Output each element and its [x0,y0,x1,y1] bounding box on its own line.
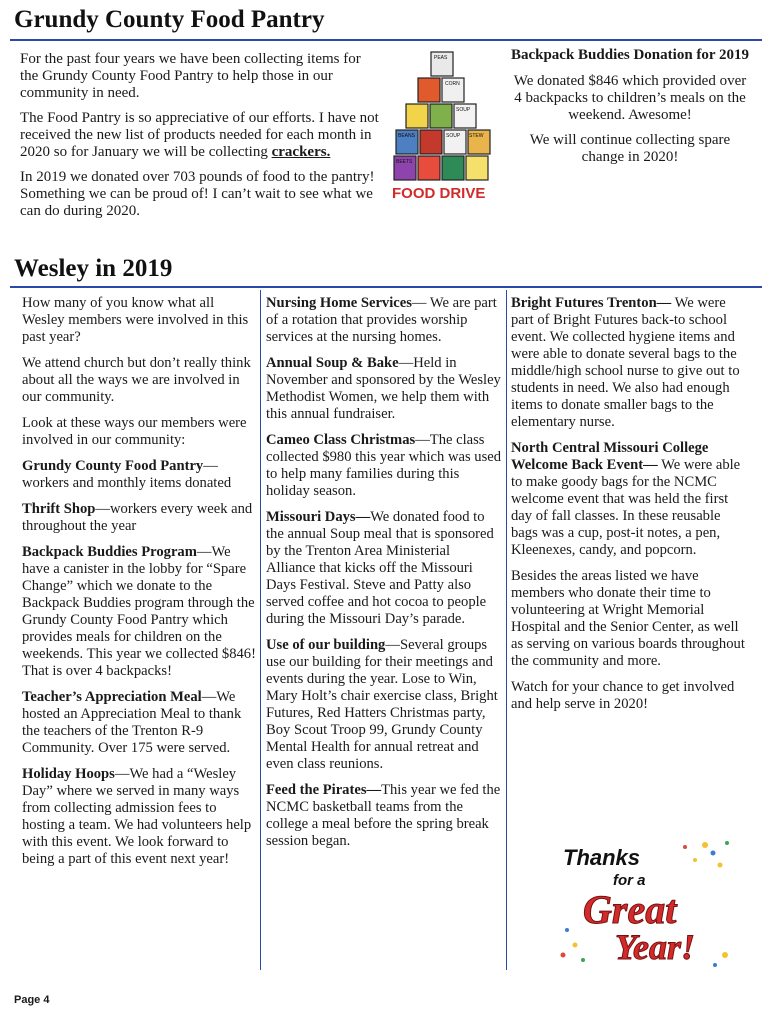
intro-paragraph: We attend church but don’t really think about all the ways we are involved in our community. [22,355,251,405]
pantry-paragraph: For the past four years we have been collecting items for the Grundy County Food Pantry to help those in our community in need. [20,51,361,101]
column-2 [266,295,502,859]
page-number: Page 4 [14,994,50,1006]
activity-item: Nursing Home Services— We are part of a rotation that provides worship services at the nursing homes. [266,295,497,345]
can-label: PEAS [434,55,448,61]
can-label: CORN [445,81,460,87]
food-drive-illustration [390,48,500,208]
activity-item: Grundy County Food Pantry—workers and monthly items donated [22,458,232,491]
column-divider [506,290,507,970]
closing-paragraph: Besides the areas listed we have members who donate their time to volunteering at Wright Memorial Hospital and the Senior Center, as well as serving on various boards throughout the community and more. [511,568,745,669]
column-3 [511,295,747,722]
can-label: SOUP [456,107,471,113]
column-divider [260,290,261,970]
pantry-paragraph: The Food Pantry is so appreciative of our efforts. I have not received the new list of products needed for each month in 2020 so for January we will be collecting crackers. [20,110,379,160]
activity-item: Backpack Buddies Program—We have a canister in the lobby for “Spare Change” which we donate to the Backpack Buddies program through the Grundy County Food Pantry which provides meals for children on the weekends. This year we collected $846! That is over 4 backpacks! [22,544,256,679]
backpack-box-paragraph: We donated $846 which provided over 4 backpacks to children’s meals on the weekend. Awesome! [513,73,747,123]
activity-item: Holiday Hoops—We had a “Wesley Day” where we served in many ways from collecting admission fees to hosting a team. We had volunteers help with this event. We look forward to being a part of this event next year! [22,766,252,867]
thanks-great-year-illustration [555,835,735,970]
crackers-emphasis: crackers. [271,144,331,160]
activity-item: Bright Futures Trenton— We were part of Bright Futures back-to school event. We collected hygiene items and were able to donate several bags to the middle/high school nurse to give out to students in need. We also had enough items to donate smaller bags to the elementary nurse. [511,295,740,430]
activity-item: North Central Missouri College Welcome Back Event— We were able to make goody bags for the NCMC welcome event that was held the first day of fall classes. In these reusable bags was a cup, post-it notes, a pen, Kleenexes, candy, and popcorn. [511,440,741,558]
pantry-text [20,51,380,228]
column-1 [22,295,256,877]
activity-item: Feed the Pirates—This year we fed the NCMC basketball teams from the college a meal before the spring break session began. [266,782,501,849]
closing-paragraph: Watch for your chance to get involved and help serve in 2020! [511,679,735,712]
activity-item: Missouri Days—We donated food to the annual Soup meal that is sponsored by the Trenton Area Ministerial Alliance that kicks off the Missouri Days Festival. Steve and Patty also served coffee and hot cocoa to people during the Missouri Day’s parade. [266,509,494,627]
can-label: SOUP [446,133,461,139]
intro-paragraph: Look at these ways our members were involved in our community: [22,415,247,448]
header-rule [10,39,762,41]
great-word: Great [583,887,677,932]
year-word: Year! [615,927,695,967]
backpack-box-paragraph: We will continue collecting spare change in 2020! [529,132,731,165]
can-label: BEETS [396,159,413,165]
thanks-word: Thanks [563,845,641,870]
can-label: STEW [469,133,484,139]
wesley-rule [10,286,762,288]
for-a-word: for a [613,872,646,889]
activity-item: Cameo Class Christmas—The class collected $980 this year which was used to help many families during this holiday season. [266,432,502,499]
backpack-donation-box [510,47,750,174]
pantry-paragraph: In 2019 we donated over 703 pounds of food to the pantry! Something we can be proud of! I can’t wait to see what we can do during 2020. [20,169,375,219]
can-label: BEANS [398,133,415,139]
activity-item: Teacher’s Appreciation Meal—We hosted an Appreciation Meal to thank the teachers of the Trenton R-9 Community. Over 175 were served. [22,689,242,756]
food-drive-label: FOOD DRIVE [392,185,486,202]
pantry-title: Grundy County Food Pantry [14,6,325,33]
backpack-box-title: Backpack Buddies Donation for 2019 [510,47,750,63]
activity-item: Use of our building—Several groups use our building for their meetings and events during the year. Lose to Win, Mary Holt’s chair exercise class, Bright Futures, Red Hatters Christmas party, Boy Scout Troop 99, Grundy County Mental Health for annual retreat and even class reunions. [266,637,498,772]
activity-item: Annual Soup & Bake—Held in November and sponsored by the Wesley Methodist Women, we help them with this annual fundraiser. [266,355,501,422]
wesley-title: Wesley in 2019 [14,255,173,282]
activity-item: Thrift Shop—workers every week and throughout the year [22,501,253,534]
intro-paragraph: How many of you know what all Wesley members were involved in this past year? [22,295,249,345]
